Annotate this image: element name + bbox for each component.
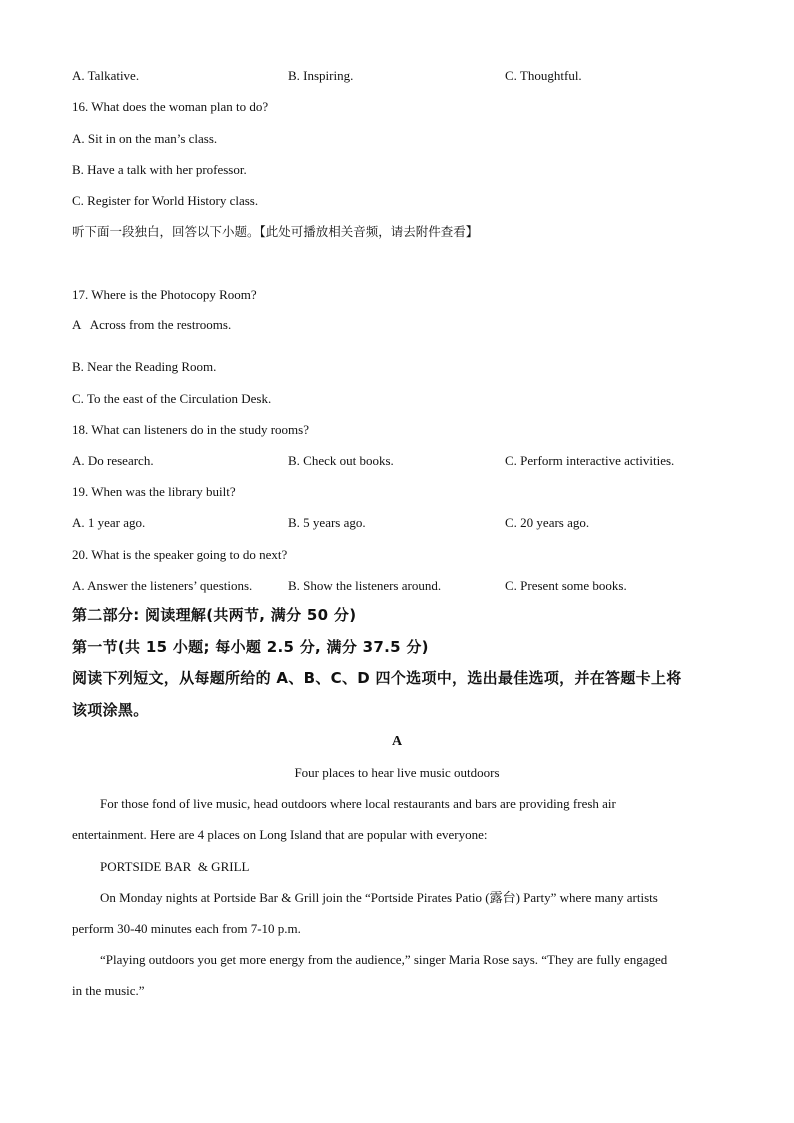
q16-option-c: C. Register for World History class. <box>72 193 259 208</box>
monologue-instruction: 听下面一段独白，回答以下小题。【此处可播放相关音频，请去附件查看】 <box>72 224 479 239</box>
q18-option-b: B. Check out books. <box>288 453 394 468</box>
q19-question: 19. When was the library built? <box>72 484 236 499</box>
q17-option-a: A Across from the restrooms. <box>72 317 232 332</box>
q18-option-a: A. Do research. <box>72 453 154 468</box>
q16-option-a: A. Sit in on the man’s class. <box>72 131 218 146</box>
q19-option-b: B. 5 years ago. <box>288 515 366 530</box>
passage-p1-line1: For those fond of live music, head outdoors where local restaurants and bars are providing fresh air <box>100 796 616 811</box>
q20-option-b: B. Show the listeners around. <box>288 578 442 593</box>
q16-option-b: B. Have a talk with her professor. <box>72 162 247 177</box>
venue-heading: PORTSIDE BAR & GRILL <box>100 859 250 874</box>
q15-option-a: A. Talkative. <box>72 68 140 83</box>
q17-option-c: C. To the east of the Circulation Desk. <box>72 391 272 406</box>
q17-option-b: B. Near the Reading Room. <box>72 359 217 374</box>
q18-question: 18. What can listeners do in the study rooms? <box>72 422 309 437</box>
q20-option-c: C. Present some books. <box>505 578 627 593</box>
q19-option-a: A. 1 year ago. <box>72 515 146 530</box>
passage-p2-line1: On Monday nights at Portside Bar & Grill join the “Portside Pirates Patio (露台) Party” where many artists <box>100 890 658 905</box>
q19-option-c: C. 20 years ago. <box>505 515 590 530</box>
reading-instruction-line1: 阅读下列短文，从每题所给的 A、B、C、D 四个选项中，选出最佳选项，并在答题卡上将 <box>72 669 682 687</box>
section1-heading: 第一节(共 15 小题; 每小题 2.5 分, 满分 37.5 分) <box>72 638 429 656</box>
q20-option-a: A. Answer the listeners’ questions. <box>72 578 253 593</box>
passage-p3-line2: in the music.” <box>72 983 145 998</box>
passage-letter: A <box>391 734 403 749</box>
q16-question: 16. What does the woman plan to do? <box>72 99 269 114</box>
part2-heading: 第二部分: 阅读理解(共两节, 满分 50 分) <box>72 606 357 624</box>
q15-option-c: C. Thoughtful. <box>505 68 582 83</box>
passage-p3-line1: “Playing outdoors you get more energy from the audience,” singer Maria Rose says. “They are fully engaged <box>100 952 668 967</box>
reading-instruction-line2: 该项涂黑。 <box>72 701 149 719</box>
passage-title: Four places to hear live music outdoors <box>294 765 500 780</box>
passage-p1-line2: entertainment. Here are 4 places on Long Island that are popular with everyone: <box>72 827 488 842</box>
q15-option-b: B. Inspiring. <box>288 68 354 83</box>
q17-question: 17. Where is the Photocopy Room? <box>72 287 257 302</box>
passage-p2-line2: perform 30-40 minutes each from 7-10 p.m. <box>72 921 301 936</box>
q20-question: 20. What is the speaker going to do next? <box>72 547 288 562</box>
q18-option-c: C. Perform interactive activities. <box>505 453 675 468</box>
